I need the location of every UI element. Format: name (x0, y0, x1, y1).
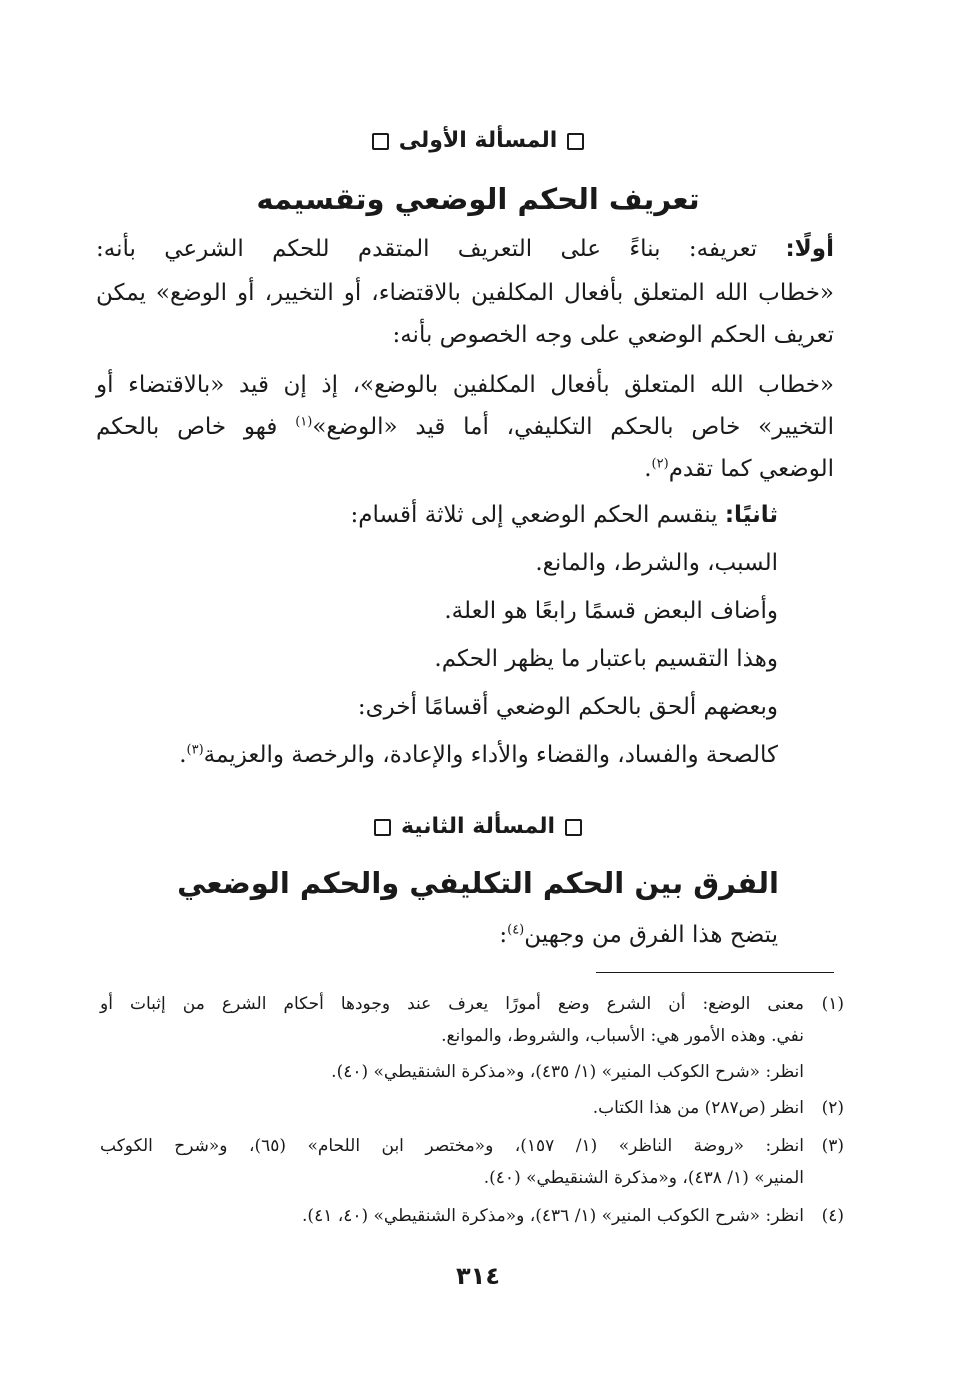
paragraph-2-line-2 (96, 410, 834, 444)
paragraph-2-line-3 (644, 452, 834, 486)
footnote-ref-1[interactable]: (١) (295, 414, 313, 430)
footnote-1-line-1: معنى الوضع: أن الشرع وضع أمورًا يعرف عند وجودها أحكام الشرع من إثبات أو (100, 994, 804, 1014)
footnote-3-number: (٣) (821, 1136, 844, 1156)
paragraph-3-line-5: وبعضهم ألحق بالحكم الوضعي أقسامًا أخرى: (357, 694, 778, 720)
paragraph-1-line-2: «خطاب الله المتعلق بأفعال المكلفين بالاقتضاء، أو التخيير، أو الوضع» يمكن (96, 280, 834, 306)
footnote-ref-4[interactable]: (٤) (507, 922, 525, 938)
footnote-1-number: (١) (821, 994, 844, 1014)
section-2-label (0, 814, 956, 839)
lead-first: أولًا: (785, 236, 834, 262)
p2-l2b: فهو خاص بالحكم (96, 414, 278, 440)
p3-l1-text: ينقسم الحكم الوضعي إلى ثلاثة أقسام: (350, 502, 718, 528)
footnote-3-line-2: المنير» (١/ ٤٣٨)، و«مذكرة الشنقيطي» (٤٠). (483, 1168, 804, 1188)
paragraph-3-line-4: وهذا التقسيم باعتبار ما يظهر الحكم. (434, 646, 778, 672)
s2-l1b: : (499, 922, 508, 948)
paragraph-1-line-1 (96, 232, 834, 266)
s2-l1a: يتضح هذا الفرق من وجهين (524, 922, 778, 948)
footnote-2-number: (٢) (821, 1098, 844, 1118)
footnote-ref-2[interactable]: (٢) (651, 456, 669, 472)
footnote-2-line-1: انظر (ص٢٨٧) من هذا الكتاب. (592, 1098, 804, 1118)
square-bullet-icon (372, 133, 389, 150)
section-2-line-1 (499, 918, 778, 952)
square-bullet-icon (565, 819, 582, 836)
section-2-title: الفرق بين الحكم التكليفي والحكم الوضعي (177, 866, 779, 900)
paragraph-3-line-2: السبب، والشرط، والمانع. (535, 550, 778, 576)
p1-l1-text: تعريفه: بناءً على التعريف المتقدم للحكم الشرعي بأنه: (96, 236, 758, 262)
paragraph-3-line-3: وأضاف البعض قسمًا رابعًا هو العلة. (444, 598, 778, 624)
section-2-label-text: المسألة الثانية (400, 814, 556, 839)
footnote-4-line-1: انظر: «شرح الكوكب المنير» (١/ ٤٣٦)، و«مذكرة الشنقيطي» (٤٠، ٤١). (302, 1206, 804, 1226)
paragraph-3-line-6 (179, 738, 778, 772)
paragraph-3-line-1 (351, 498, 778, 532)
p2-l3a: الوضعي كما تقدم (668, 456, 834, 482)
square-bullet-icon (567, 133, 584, 150)
p2-l3b: . (644, 456, 652, 482)
footnote-3-line-1: انظر: «روضة الناظر» (١/ ١٥٧)، و«مختصر ابن اللحام» (٦٥)، و«شرح الكوكب (100, 1136, 804, 1156)
footnote-divider (596, 972, 834, 973)
footnote-4-number: (٤) (821, 1206, 844, 1226)
lead-second: ثانيًا: (724, 502, 778, 528)
p2-l2a: التخيير» خاص بالحكم التكليفي، أما قيد «الوضع» (312, 414, 835, 440)
paragraph-2-line-1: «خطاب الله المتعلق بأفعال المكلفين بالوضع»، إذ إن قيد «بالاقتضاء أو (96, 372, 834, 398)
square-bullet-icon (374, 819, 391, 836)
section-1-title: تعريف الحكم الوضعي وتقسيمه (256, 182, 700, 216)
footnote-1-line-3: انظر: «شرح الكوكب المنير» (١/ ٤٣٥)، و«مذكرة الشنقيطي» (٤٠). (331, 1062, 804, 1082)
footnote-ref-3[interactable]: (٣) (186, 742, 204, 758)
p3-l6b: . (179, 742, 187, 768)
section-1-label (0, 128, 956, 153)
p3-l6a: كالصحة والفساد، والقضاء والأداء والإعادة، والرخصة والعزيمة (203, 742, 778, 768)
page-number: ٣١٤ (456, 1262, 500, 1290)
section-1-label-text: المسألة الأولى (398, 128, 558, 153)
paragraph-1-line-3: تعريف الحكم الوضعي على وجه الخصوص بأنه: (392, 322, 834, 348)
footnote-1-line-2: نفي. وهذه الأمور هي: الأسباب، والشروط، والموانع. (441, 1026, 804, 1046)
